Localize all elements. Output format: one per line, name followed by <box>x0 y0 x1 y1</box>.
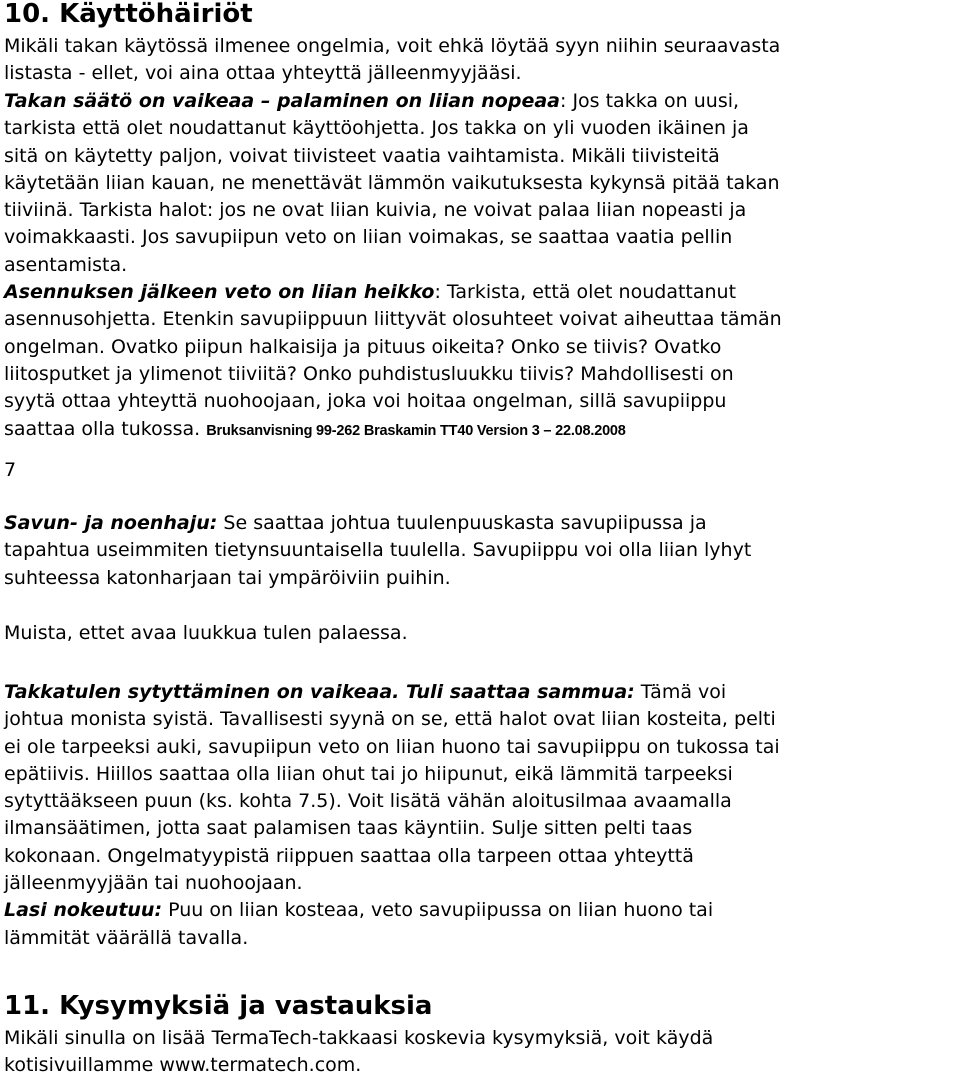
item-separator: : <box>434 281 447 304</box>
item-text-weak-draft: Tarkista, että olet noudattanut asennusohjetta. Etenkin savupiippuun liittyvät olosuhteet voivat aiheuttaa tämän ongelman. Ovatko piipun halkaisija ja pituus oikeita? Onko se tiivis? Ovatko liitosputket ja ylimenot tiiviitä? Onko puhdistusluukku tiivis? Mahdollisesti on syytä ottaa yhteyttä nuohoojaan, joka voi hoitaa ongelman, sillä savupiippu saattaa olla tukossa. <box>4 281 782 440</box>
door-note: Muista, ettet avaa luukkua tulen palaessa. <box>4 622 408 644</box>
section-10-body <box>4 88 954 445</box>
item-heading-weak-draft: Asennuksen jälkeen veto on liian heikko <box>4 281 435 304</box>
smoke-odor-paragraph <box>4 510 954 592</box>
item-heading-lighting: Takkatulen sytyttäminen on vaikeaa. Tuli saattaa sammua: <box>4 681 635 703</box>
item-text-smoke: Se saattaa johtua tuulenpuuskasta savupiipussa ja tapahtua useimmiten tietynsuuntaisella tuulella. Savupiippu voi olla liian lyhyt suhteessa katonharjaan tai ympäröiviin puihin. <box>4 512 752 589</box>
item-text-lighting: Tämä voi johtua monista syistä. Tavallisesti syynä on se, että halot ovat liian kosteita, pelti ei ole tarpeeksi auki, savupiipun veto on liian huono tai savupiippu on tukossa tai epätiivis. Hiillos saattaa olla liian ohut tai jo hiipunut, eikä lämmitä tarpeeksi sytyttääkseen puun (ks. kohta 7.5). Voit lisätä vähän aloitusilmaa avaamalla ilmansäätimen, jotta saat palamisen taas käyntiin. Sulje sitten pelti taas kokonaan. Ongelmatyypistä riippuen saattaa olla tarpeen ottaa yhteyttä jälleenmyyjään tai nuohoojaan. <box>4 681 780 895</box>
item-heading-regulation: Takan säätö on vaikeaa – palaminen on liian nopeaa <box>4 90 560 112</box>
section-10-intro: Mikäli takan käytössä ilmenee ongelmia, voit ehkä löytää syyn niihin seuraavasta listasta - ellet, voi aina ottaa yhteyttä jälleenmyyjääsi. <box>4 35 781 85</box>
item-text-regulation: Jos takka on uusi, tarkista että olet noudattanut käyttöohjetta. Jos takka on yli vuoden ikäinen ja sitä on käytetty paljon, voivat tiivisteet vaatia vaihtamista. Mikäli tiivisteitä käytetään liian kauan, ne menettävät lämmön vaikutuksesta kykynsä pitää takan tiiviinä. Tarkista halot: jos ne ovat liian kuivia, ne voivat palaa liian nopeasti ja voimakkaasti. Jos savupiipun veto on liian voimakas, se saattaa vaatia pellin asentamista. <box>4 90 780 276</box>
item-separator: : <box>559 90 573 112</box>
section-10-title: 10. Käyttöhäiriöt <box>4 0 253 29</box>
item-text-glass: Puu on liian kosteaa, veto savupiipussa on liian huono tai lämmität väärällä tavalla. <box>4 899 714 949</box>
item-heading-glass: Lasi nokeutuu: <box>4 899 163 922</box>
item-heading-smoke: Savun- ja noenhaju: <box>4 512 218 534</box>
section-11-text: Mikäli sinulla on lisää TermaTech-takkaasi koskevia kysymyksiä, voit käydä kotisivuillamme www.termatech.com. <box>4 1027 714 1077</box>
page-number: 7 <box>4 459 17 481</box>
section-11-title: 11. Kysymyksiä ja vastauksia <box>4 991 433 1021</box>
page-footer: Bruksanvisning 99-262 Braskamin TT40 Version 3 – 22.08.2008 <box>206 422 626 439</box>
lighting-paragraph <box>4 679 954 952</box>
